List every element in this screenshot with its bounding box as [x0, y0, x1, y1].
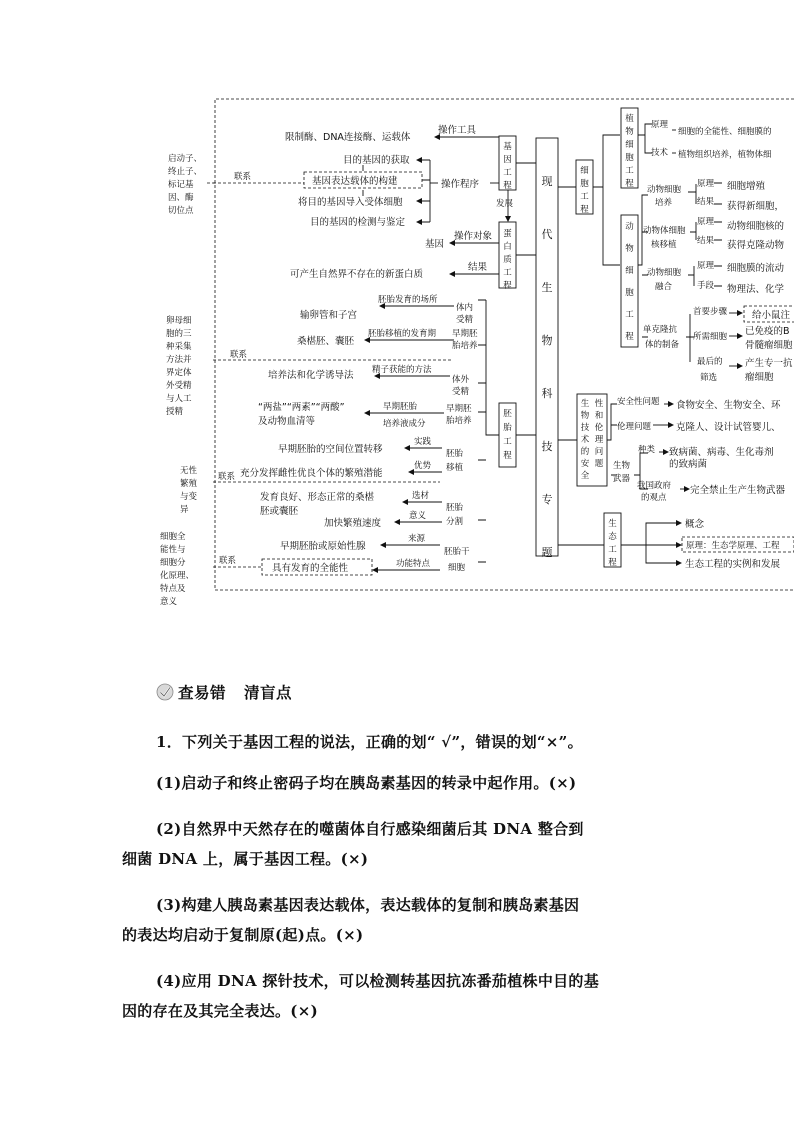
embryo-transfer-2: 移植 [446, 463, 464, 473]
gene-tools: 限制酶、DNA连接酶、运载体 [285, 132, 411, 143]
fusion-1: 动物细胞 [647, 268, 682, 278]
gene-col-char: 因 [503, 155, 512, 165]
gov-value: 完全禁止生产生物武器 [690, 485, 786, 496]
section-title: 查易错 [178, 683, 227, 702]
culture-principle-label: 原理 [697, 179, 715, 189]
embryo-sperm-value: 培养法和化学诱导法 [268, 370, 354, 381]
safety-col-char: 术 [580, 435, 590, 445]
egg-note-line: 界定体 [166, 368, 192, 378]
safety-col-char: 的 [580, 447, 590, 457]
gene-proc-label: 操作程序 [441, 179, 480, 190]
ethics-value: 克隆人、设计试管婴儿、 [676, 422, 781, 433]
gene-col-char: 基 [503, 142, 512, 152]
egg-note-line: 种采集 [166, 342, 192, 352]
embryo-invivo-2: 受精 [456, 315, 474, 325]
asexual-repro-note [180, 465, 198, 515]
embryo-feature: 具有发育的全能性 [272, 563, 349, 574]
eco-col-char: 程 [608, 558, 617, 568]
eco-concept: 概念 [685, 519, 705, 530]
embryo-feature-label: 功能特点 [396, 559, 431, 569]
weapon-label-2: 武器 [613, 474, 631, 484]
cell-col-char: 程 [580, 205, 589, 215]
gene-note-line: 因、酶 [168, 193, 194, 203]
egg-note-line: 方法并 [166, 355, 192, 365]
weapon-label-1: 生物 [613, 461, 631, 471]
culture-1: 动物细胞 [647, 185, 682, 195]
protein-col-char: 蛋 [503, 229, 512, 239]
gene-note-line: 启动子、 [168, 154, 203, 164]
item-4-line-1: (4)应用 DNA 探针技术，可以检测转基因抗冻番茄植株中目的基 [156, 972, 600, 990]
plant-col-char: 细 [625, 140, 634, 150]
embryo-early-culture-2: 胎培养 [452, 341, 478, 351]
gene-left-note [168, 153, 202, 216]
embryo-invitro-1: 体外 [452, 375, 470, 385]
embryo-col-char: 胎 [503, 423, 512, 433]
egg-note-line: 胞的三 [166, 329, 192, 339]
embryo-link-2: 联系 [218, 472, 236, 482]
embryo-source-label: 来源 [408, 534, 426, 544]
center-col-char: 代 [541, 228, 553, 241]
plant-principle-label: 原理 [651, 120, 669, 130]
embryo-stage-label: 胚胎移植的发育期 [368, 329, 437, 339]
plant-col-char: 物 [625, 127, 634, 137]
item-3-line-2: 的表达均启动于复制原(起)点。(×) [122, 926, 364, 944]
mab-screen-label-1: 最后的 [697, 357, 723, 367]
total-note-line: 细胞全 [160, 532, 186, 542]
center-col-char: 生 [541, 281, 553, 294]
safety-col-char: 伦 [594, 423, 604, 433]
embryo-col-char: 工 [503, 437, 512, 447]
egg-note-line: 与人工 [166, 394, 192, 404]
fusion-2: 融合 [655, 282, 673, 292]
embryo-early-culture-1: 早期胚 [452, 329, 478, 339]
safety-col-char: 安 [580, 459, 590, 469]
total-note-line: 细胞分 [160, 558, 186, 568]
embryo-split-2: 分割 [446, 517, 464, 527]
embryo-invivo-1: 体内 [456, 303, 474, 313]
fusion-means-label: 手段 [697, 281, 715, 291]
center-col-char: 题 [541, 546, 553, 559]
embryo-source: 早期胚胎或原始性腺 [280, 541, 366, 552]
culture-result: 获得新细胞， [727, 201, 785, 212]
plant-col-char: 胞 [625, 153, 634, 163]
mab-step1-label: 首要步骤 [693, 307, 728, 317]
gene-note-line: 终止子、 [168, 167, 203, 177]
mab-2: 体的制备 [645, 340, 680, 350]
plant-col-char: 工 [625, 166, 634, 176]
embryo-practice: 早期胚胎的空间位置转移 [278, 444, 383, 455]
safety-label: 安全性问题 [617, 397, 660, 407]
protein-col-char: 程 [503, 281, 512, 291]
gene-col-char: 程 [503, 181, 512, 191]
safety-col-char: 题 [594, 459, 604, 469]
gov-label-2: 的观点 [641, 493, 667, 503]
embryo-col-char: 程 [503, 451, 512, 461]
animal-col-char: 工 [625, 310, 634, 320]
cell-col-char: 工 [580, 192, 589, 202]
animal-col-char: 细 [625, 266, 634, 276]
culture-principle: 细胞增殖 [727, 181, 766, 192]
fusion-principle: 细胞膜的流动 [727, 263, 785, 274]
embryo-split-1: 胚胎 [446, 503, 464, 513]
mab-cells-label: 所需细胞 [693, 332, 728, 342]
animal-col-char: 程 [625, 332, 634, 342]
animal-col-char: 动 [625, 222, 634, 232]
protein-col-char: 工 [503, 268, 512, 278]
egg-collect-note [166, 315, 192, 417]
center-col-char: 现 [541, 175, 553, 188]
embryo-site-label: 胚胎发育的场所 [378, 295, 438, 305]
culture-2: 培养 [655, 198, 673, 208]
embryo-medium-label-1: 早期胚胎 [383, 402, 418, 412]
eco-col-char: 生 [608, 519, 617, 529]
animal-col-char: 胞 [625, 288, 634, 298]
animal-col-char: 物 [625, 244, 634, 254]
embryo-link-3: 联系 [219, 556, 237, 566]
embryo-transfer-1: 胚胎 [446, 449, 464, 459]
protein-result: 可产生自然界不存在的新蛋白质 [290, 269, 424, 280]
mab-screen-2: 瘤细胞 [745, 372, 774, 383]
culture-result-label: 结果 [697, 197, 715, 207]
embryo-link-1: 联系 [230, 350, 248, 360]
embryo-meaning: 加快繁殖速度 [324, 518, 382, 529]
repro-note-line: 与变 [180, 492, 198, 502]
center-col-char: 技 [541, 440, 553, 453]
nuclear-principle-label: 原理 [697, 217, 715, 227]
embryo-advantage: 充分发挥雌性优良个体的繁殖潜能 [240, 468, 383, 479]
center-col-char: 物 [541, 334, 553, 347]
egg-note-line: 授精 [166, 407, 184, 417]
plant-principle: 细胞的全能性、细胞膜的 [678, 127, 772, 137]
egg-note-line: 外受精 [166, 381, 192, 391]
gene-note-line: 切位点 [168, 206, 194, 216]
embryo-material-label: 选材 [412, 491, 430, 501]
nuclear-result: 获得克隆动物 [727, 240, 785, 251]
safety-value: 食物安全、生物安全、环 [676, 400, 781, 411]
embryo-material-2: 胚或囊胚 [260, 506, 299, 517]
weapon-type-1: 致病菌、病毒、生化毒剂 [669, 447, 774, 458]
embryo-material-1: 发育良好、形态正常的桑椹 [260, 492, 375, 503]
safety-col-char: 技 [580, 423, 590, 433]
weapon-type-2: 的致病菌 [669, 459, 708, 470]
safety-col-char: 和 [594, 411, 604, 421]
repro-note-line: 繁殖 [180, 479, 198, 489]
gene-note-line: 标记基 [168, 180, 194, 190]
total-note-line: 意义 [160, 597, 178, 607]
plant-col-char: 植 [625, 114, 634, 124]
gene-tool-label: 操作工具 [438, 125, 477, 136]
protein-engineering-title [503, 228, 512, 291]
safety-col-char: 性 [594, 399, 604, 409]
embryo-invitro-2: 受精 [452, 387, 470, 397]
cell-col-char: 细 [580, 166, 589, 176]
embryo-medium-label-2: 培养液成分 [383, 419, 426, 429]
item-4-line-2: 因的存在及其完全表达。(×) [122, 1002, 318, 1020]
gene-col-char: 工 [503, 168, 512, 178]
safety-col-char: 理 [594, 435, 604, 445]
section-heading [156, 681, 292, 703]
plant-col-char: 程 [625, 179, 634, 189]
embryo-stage: 桑椹胚、囊胚 [297, 336, 355, 347]
item-2-line-2: 细菌 DNA 上，属于基因工程。(×) [122, 850, 369, 868]
protein-col-char: 白 [503, 242, 512, 252]
gene-step-4: 目的基因的检测与鉴定 [310, 217, 406, 228]
safety-col-char: 生 [580, 399, 590, 409]
total-note-line: 能性与 [160, 545, 186, 555]
ethics-label: 伦理问题 [617, 422, 652, 432]
mab-screen-1: 产生专一抗 [745, 358, 793, 369]
embryo-stem-1: 胚胎干 [444, 547, 470, 557]
embryo-site: 输卵管和子宫 [300, 310, 358, 321]
protein-result-label: 结果 [468, 262, 488, 273]
embryo-early-culture2-2: 胎培养 [446, 416, 472, 426]
check-icon [156, 683, 174, 701]
safety-col-char: 问 [594, 447, 604, 457]
develop-label: 发展 [496, 199, 514, 209]
gene-step-2: 基因表达载体的构建 [312, 176, 398, 187]
center-col-char: 专 [541, 493, 553, 506]
item-3-line-1: (3)构建人胰岛素基因表达载体，表达载体的复制和胰岛素基因 [156, 896, 580, 914]
embryo-practice-label: 实践 [414, 437, 432, 447]
center-col-char: 科 [541, 387, 553, 400]
gene-step-1: 目的基因的获取 [343, 155, 410, 166]
eco-col-char: 工 [608, 545, 617, 555]
mab-cells-1: 已免疫的B [745, 326, 790, 337]
mab-1: 单克隆抗 [643, 325, 678, 335]
mab-cells-2: 骨髓瘤细胞 [745, 340, 793, 351]
animal-cell-box [621, 215, 638, 347]
item-1-line-1: (1)启动子和终止密码子均在胰岛素基因的转录中起作用。(×) [156, 774, 577, 792]
safety-col-char: 物 [580, 411, 590, 421]
section-subtitle: 清盲点 [244, 683, 293, 702]
gene-link-label: 联系 [234, 172, 252, 182]
eco-col-char: 态 [608, 532, 617, 542]
embryo-medium-value-2: 及动物血清等 [258, 416, 316, 427]
embryo-meaning-label: 意义 [409, 511, 427, 521]
embryo-medium-value-1: “两盐”“两素”“两酸” [258, 402, 345, 413]
repro-note-line: 无性 [180, 466, 198, 476]
egg-note-line: 卵母细 [166, 316, 192, 326]
gene-step-3: 将目的基因导入受体细胞 [298, 197, 403, 208]
mab-screen-label-2: 筛选 [700, 373, 718, 383]
nuclear-2: 核移植 [651, 240, 677, 250]
fusion-means: 物理法、化学 [727, 284, 785, 295]
total-note-line: 化原理、 [160, 571, 195, 581]
nuclear-principle: 动物细胞核的 [727, 221, 785, 232]
protein-target-label: 操作对象 [454, 231, 493, 242]
total-note-line: 特点及 [160, 584, 186, 594]
totipotency-note [160, 531, 194, 607]
weapon-type-label: 种类 [638, 445, 656, 455]
safety-col-char: 全 [580, 471, 590, 481]
plant-tech: 植物组织培养，植物体细 [678, 150, 772, 160]
nuclear-1: 动物体细胞 [643, 226, 686, 236]
mab-step1: 给小鼠注 [752, 310, 791, 321]
eco-example: 生态工程的实例和发展 [685, 559, 781, 570]
embryo-sperm-label: 精子获能的方法 [372, 365, 432, 375]
eco-principle: 原理：生态学原理、工程 [686, 541, 780, 551]
plant-tech-label: 技术 [651, 148, 669, 158]
embryo-advantage-label: 优势 [414, 461, 432, 471]
item-2-line-1: (2)自然界中天然存在的噬菌体自行感染细菌后其 DNA 整合到 [156, 820, 584, 838]
cell-col-char: 胞 [580, 179, 589, 189]
nuclear-result-label: 结果 [697, 236, 715, 246]
embryo-stem-2: 细胞 [448, 563, 466, 573]
embryo-col-char: 胚 [503, 409, 512, 419]
question-intro: 1．下列关于基因工程的说法，正确的划“ √”，错误的划“×”。 [156, 733, 583, 751]
repro-note-line: 异 [180, 505, 189, 515]
protein-target: 基因 [425, 239, 445, 250]
gov-label-1: 我国政府 [637, 481, 672, 491]
fusion-principle-label: 原理 [697, 261, 715, 271]
embryo-early-culture2-1: 早期胚 [446, 404, 472, 414]
protein-col-char: 质 [503, 255, 512, 265]
